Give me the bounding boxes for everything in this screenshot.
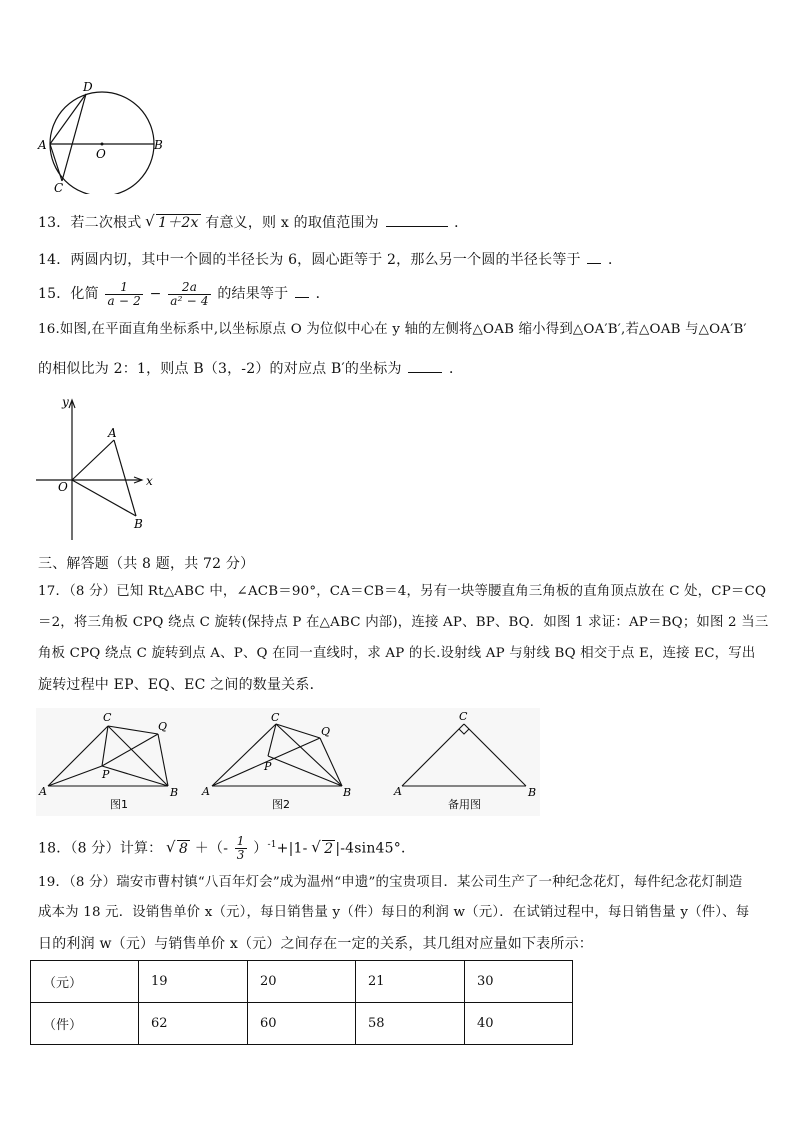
question-16-line-2: 的相似比为 2：1，则点 B（3，-2）的对应点 B′的坐标为 ．	[38, 358, 463, 379]
svg-text:Q: Q	[158, 720, 168, 733]
svg-text:A: A	[394, 785, 402, 798]
table-row: （元） 19 20 21 30	[31, 961, 573, 1003]
q15-minus: −	[149, 286, 162, 302]
question-17-line-1: 17．（8 分）已知 Rt△ABC 中，∠ACB＝90°，CA＝CB＝4，另有一块等腰直角三角板的直角顶点放在 C 处，CP＝CQ	[38, 584, 767, 599]
figure-backup-caption: 备用图	[448, 798, 481, 811]
svg-text:C: C	[271, 711, 280, 724]
label-C: C	[54, 181, 64, 194]
coordinate-figure	[34, 392, 164, 544]
label-B: B	[134, 517, 143, 531]
q16-answer-blank[interactable]	[408, 358, 442, 373]
table-row: （件） 62 60 58 40	[31, 1003, 573, 1045]
q15-prefix: 15．化简	[38, 286, 99, 302]
label-O: O	[96, 147, 106, 161]
svg-text:A: A	[39, 785, 47, 798]
label-x: x	[146, 474, 153, 488]
question-18: 18．（8 分）计算： √ 8 ＋（- $\frac{1}{3}$ ）$^{-1}$+|1- √ 2 |-4sin45°．	[38, 830, 415, 864]
question-17-line-2: ＝2，将三角板 CPQ 绕点 C 旋转(保持点 P 在△ABC 内部)，连接 AP、BP、BQ．如图 1 求证：AP＝BQ；如图 2 当三	[38, 615, 769, 630]
q15-fraction-2: $\frac{2a}{\text{a² − 4}}$	[170, 279, 209, 308]
question-14	[38, 249, 622, 270]
circle-figure	[34, 78, 174, 194]
q13-suffix: 有意义，则 x 的取值范围为	[205, 215, 379, 231]
q15-fraction-1: $\frac{1}{a - 2}$	[107, 279, 141, 308]
label-B: B	[154, 138, 163, 152]
section-3-title: 三、解答题（共 8 题，共 72 分）	[38, 556, 255, 572]
q17-figures	[36, 708, 540, 816]
q15-answer-blank[interactable]	[295, 283, 309, 298]
figure-2-caption: 图2	[272, 798, 290, 811]
svg-text:B: B	[170, 786, 179, 799]
q14-text: 14．两圆内切，其中一个圆的半径长为 6，圆心距等于 2，那么另一个圆的半径长等于	[38, 252, 581, 268]
q13-prefix: 13．若二次根式	[38, 215, 142, 231]
svg-text:C: C	[103, 711, 112, 724]
q13-radical: √ 1＋2x	[156, 214, 201, 231]
sales-table	[30, 960, 573, 1045]
svg-text:B: B	[343, 786, 352, 799]
svg-text:A: A	[202, 785, 210, 798]
question-19-line-3: 日的利润 w（元）与销售单价 x（元）之间存在一定的关系，其几组对应量如下表所示：	[38, 936, 593, 952]
q14-answer-blank[interactable]	[587, 249, 601, 264]
question-17-line-3: 角板 CPQ 绕点 C 旋转到点 A、P、Q 在同一直线时，求 AP 的长.设射线 AP 与射线 BQ 相交于点 E，连接 EC，写出	[38, 646, 756, 661]
q18-fraction: $\frac{1}{3}$	[236, 834, 245, 863]
q15-suffix: 的结果等于	[217, 286, 289, 302]
q15-end: ．	[315, 286, 330, 302]
q18-prefix: 18．（8 分）计算：	[38, 840, 163, 857]
question-19-line-2: 成本为 18 元．设销售单价 x（元），每日销售量 y（件）每日的利润 w（元）．在试销过程中，每日销售量 y（件）、每	[38, 905, 750, 920]
label-A: A	[38, 138, 47, 152]
svg-text:B: B	[528, 786, 537, 799]
q13-end: ．	[454, 215, 469, 231]
svg-text:P: P	[102, 768, 110, 781]
question-16-line-1: 16.如图,在平面直角坐标系中,以坐标原点 O 为位似中心在 y 轴的左侧将△OAB 缩小得到△OA′B′,若△OAB 与△OA′B′	[38, 322, 747, 337]
q18-sqrt-8: √ 8	[177, 840, 190, 857]
label-O: O	[58, 480, 68, 494]
question-19-line-1: 19．（8 分）瑞安市曹村镇“八百年灯会”成为温州“申遗”的宝贵项目．某公司生产了一种纪念花灯，每件纪念花灯制造	[38, 875, 743, 890]
question-17-line-4: 旋转过程中 EP、EQ、EC 之间的数量关系．	[38, 677, 324, 693]
svg-text:C: C	[459, 710, 468, 723]
q18-sqrt-2: √ 2	[322, 840, 335, 857]
q13-answer-blank[interactable]	[386, 212, 448, 227]
q14-end: ．	[608, 252, 623, 268]
svg-text:Q: Q	[321, 725, 331, 738]
q18-exponent: -1	[267, 840, 277, 850]
question-13	[38, 212, 468, 233]
svg-text:P: P	[264, 760, 272, 773]
label-D: D	[83, 80, 93, 94]
label-A: A	[108, 426, 117, 440]
label-y: y	[62, 395, 69, 409]
figure-1-caption: 图1	[110, 798, 128, 811]
question-15	[38, 280, 330, 308]
